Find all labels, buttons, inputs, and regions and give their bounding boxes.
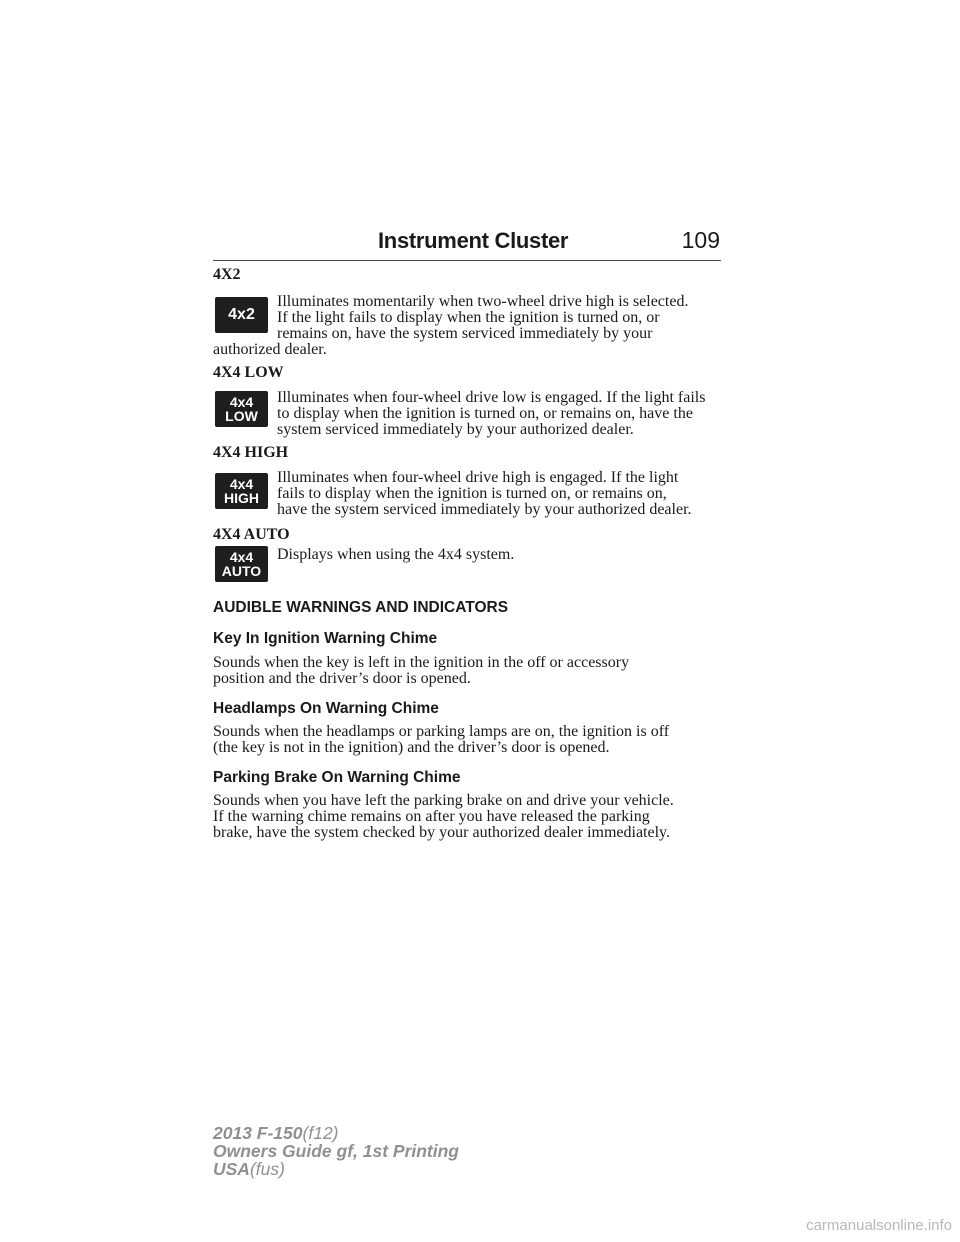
indicator-heading-4x4-auto: 4X4 AUTO: [213, 526, 290, 543]
subheading-parking-brake: Parking Brake On Warning Chime: [213, 769, 461, 786]
subheading-key-in-ignition: Key In Ignition Warning Chime: [213, 630, 438, 647]
description-parking-brake: Sounds when you have left the parking brake on and drive your vehicle. If the warning chime remains on after you have released the parking brake, have the system checked by your authorized dealer immediately.: [213, 792, 674, 841]
section-title-audible-warnings: AUDIBLE WARNINGS AND INDICATORS: [213, 599, 509, 616]
4x4-high-indicator-icon: 4x4 HIGH: [215, 473, 268, 509]
indicator-description-4x2: Illuminates momentarily when two-wheel drive high is selected. If the light fails to display when the ignition is turned on, or remains on, have the system serviced immediately by your: [277, 293, 689, 342]
description-key-in-ignition: Sounds when the key is left in the ignition in the off or accessory position and the driver’s door is opened.: [213, 654, 630, 687]
4x4-auto-indicator-icon: 4x4 AUTO: [215, 546, 268, 582]
indicator-description-4x4-high: Illuminates when four-wheel drive high is engaged. If the light fails to display when the ignition is turned on, or remains on, have the system serviced immediately by your authorized dealer.: [277, 469, 692, 518]
watermark: carmanualsonline.info: [806, 1217, 952, 1234]
page-number: 109: [681, 227, 720, 253]
page-title: Instrument Cluster: [378, 228, 569, 253]
page-header: [213, 228, 721, 261]
description-headlamps-on: Sounds when the headlamps or parking lamps are on, the ignition is off (the key is not in the ignition) and the driver’s door is opened.: [213, 723, 670, 756]
print-footer: 2013 F-150(f12) Owners Guide gf, 1st Printing USA(fus): [213, 1123, 459, 1179]
indicator-description-4x2-cont: authorized dealer.: [213, 341, 327, 358]
indicator-description-4x4-auto: Displays when using the 4x4 system.: [277, 546, 515, 563]
indicator-heading-4x4-high: 4X4 HIGH: [213, 444, 289, 461]
subheading-headlamps-on: Headlamps On Warning Chime: [213, 700, 439, 717]
4x4-low-indicator-icon: 4x4 LOW: [215, 391, 268, 427]
indicator-heading-4x4-low: 4X4 LOW: [213, 364, 284, 381]
indicator-description-4x4-low: Illuminates when four-wheel drive low is engaged. If the light fails to display when the ignition is turned on, or remains on, have the system serviced immediately by your authorized dealer.: [277, 389, 706, 438]
indicator-heading-4x2: 4X2: [213, 266, 241, 283]
4x2-indicator-icon: 4x2: [215, 297, 268, 333]
